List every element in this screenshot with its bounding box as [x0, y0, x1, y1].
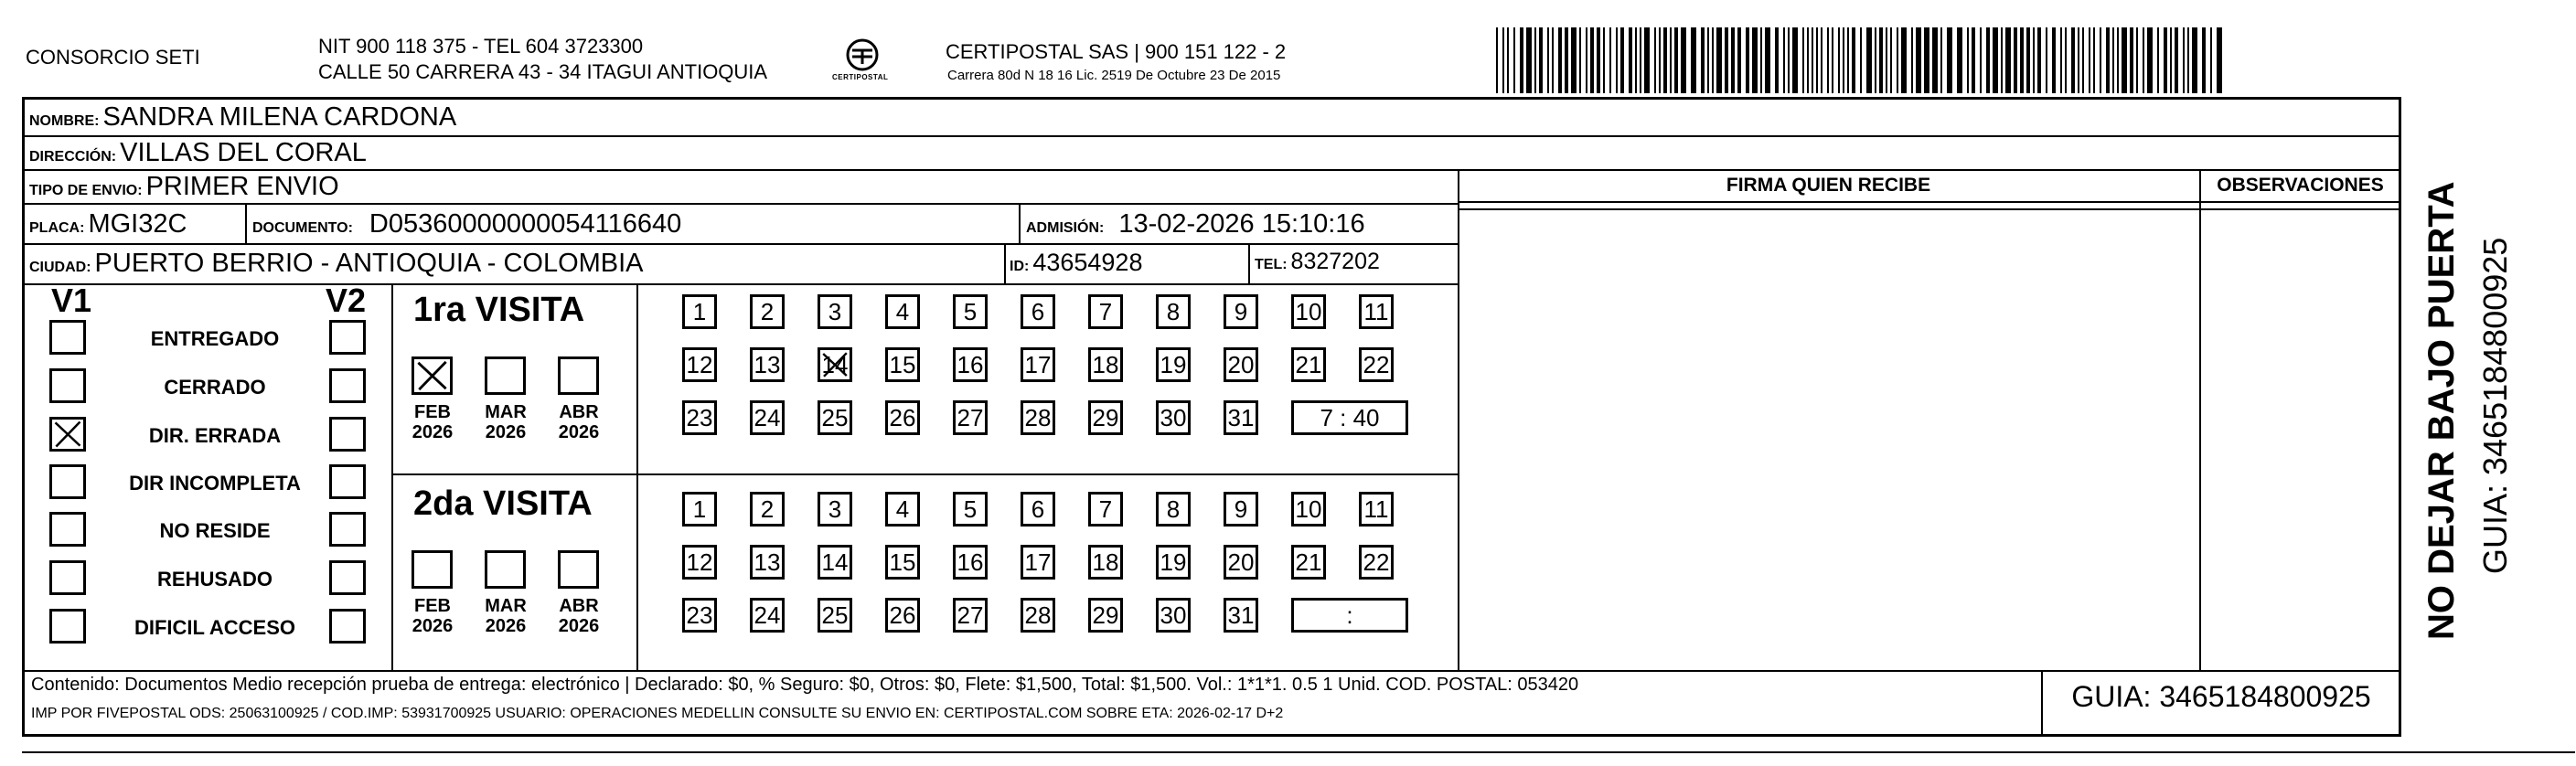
- nombre-value: SANDRA MILENA CARDONA: [102, 102, 457, 132]
- visit1-day-19[interactable]: 19: [1156, 347, 1191, 382]
- visit2-month-year: 2026: [558, 616, 600, 636]
- visit1-month-year: 2026: [485, 422, 527, 442]
- visit1-day-1[interactable]: 1: [682, 294, 717, 329]
- visit2-day-1[interactable]: 1: [682, 492, 717, 527]
- footer-guia: GUIA: 3465184800925: [2071, 680, 2371, 713]
- visit1-day-22[interactable]: 22: [1359, 347, 1394, 382]
- visit1-month-label: [474, 402, 538, 442]
- nombre-label: NOMBRE:: [29, 113, 100, 129]
- visit2-month-checkbox[interactable]: [412, 550, 453, 589]
- visit1-month-label: [547, 402, 611, 442]
- visit1-month-name: ABR: [559, 402, 599, 422]
- v2-checkbox-4[interactable]: [329, 464, 366, 499]
- visit1-day-6[interactable]: 6: [1021, 294, 1055, 329]
- v1-checkbox-2[interactable]: [49, 368, 86, 403]
- id-label: ID:: [1010, 259, 1030, 274]
- visit1-day-24[interactable]: 24: [750, 400, 785, 435]
- direccion-label: DIRECCIÓN:: [29, 149, 117, 165]
- visit1-month-year: 2026: [558, 422, 600, 442]
- direccion-value: VILLAS DEL CORAL: [120, 138, 367, 167]
- status-label: DIFICIL ACCESO: [134, 616, 295, 639]
- visit2-month-year: 2026: [485, 616, 527, 636]
- v1-checkbox-6[interactable]: [49, 560, 86, 595]
- admision-value: 13-02-2026 15:10:16: [1118, 209, 1365, 239]
- visit2-day-21[interactable]: 21: [1291, 545, 1326, 580]
- visit2-month-name: FEB: [414, 596, 451, 616]
- status-label: NO RESIDE: [159, 519, 271, 542]
- visit2-day-4[interactable]: 4: [885, 492, 920, 527]
- certipostal-line: CERTIPOSTAL SAS | 900 151 122 - 2: [946, 40, 1287, 63]
- v1-checkbox-7[interactable]: [49, 609, 86, 644]
- visit1-day-18[interactable]: 18: [1088, 347, 1123, 382]
- visit2-day-6[interactable]: 6: [1021, 492, 1055, 527]
- visit2-time-box[interactable]: :: [1291, 598, 1408, 633]
- visit2-day-19[interactable]: 19: [1156, 545, 1191, 580]
- visit1-day-3[interactable]: 3: [818, 294, 852, 329]
- id-row: [1010, 249, 1142, 277]
- certipostal-license: Carrera 80d N 18 16 Lic. 2519 De Octubre 23 De 2015: [947, 68, 1281, 83]
- visit1-day-8[interactable]: 8: [1156, 294, 1191, 329]
- visit1-day-25[interactable]: 25: [818, 400, 852, 435]
- no-dejar-bajo-puerta: NO DEJAR BAJO PUERTA: [2421, 181, 2462, 640]
- v2-checkbox-1[interactable]: [329, 320, 366, 355]
- v1-label: V1: [51, 282, 92, 319]
- visit1-day-11[interactable]: 11: [1359, 294, 1394, 329]
- v2-label: V2: [326, 282, 367, 319]
- v2-checkbox-7[interactable]: [329, 609, 366, 644]
- visit2-day-17[interactable]: 17: [1021, 545, 1055, 580]
- visit1-day-27[interactable]: 27: [953, 400, 988, 435]
- visit1-day-13[interactable]: 13: [750, 347, 785, 382]
- visit2-day-7[interactable]: 7: [1088, 492, 1123, 527]
- v2-checkbox-6[interactable]: [329, 560, 366, 595]
- v2-checkbox-3[interactable]: [329, 417, 366, 452]
- visit1-day-5[interactable]: 5: [953, 294, 988, 329]
- visit2-day-28[interactable]: 28: [1021, 598, 1055, 633]
- visit2-day-22[interactable]: 22: [1359, 545, 1394, 580]
- placa-row: [29, 209, 187, 239]
- id-value: 43654928: [1032, 249, 1143, 276]
- visit2-day-12[interactable]: 12: [682, 545, 717, 580]
- visit1-day-12[interactable]: 12: [682, 347, 717, 382]
- visit2-day-11[interactable]: 11: [1359, 492, 1394, 527]
- direccion-row: [29, 138, 367, 168]
- v1-checkbox-4[interactable]: [49, 464, 86, 499]
- visit2-day-16[interactable]: 16: [953, 545, 988, 580]
- address-line: CALLE 50 CARRERA 43 - 34 ITAGUI ANTIOQUIA: [318, 60, 768, 83]
- visit2-day-25[interactable]: 25: [818, 598, 852, 633]
- ciudad-row: [29, 249, 644, 279]
- documento-value: D05360000000054116640: [369, 209, 682, 239]
- visit1-day-23[interactable]: 23: [682, 400, 717, 435]
- visit2-day-3[interactable]: 3: [818, 492, 852, 527]
- tipo-row: [29, 172, 339, 202]
- visit2-month-label: [474, 596, 538, 636]
- visit1-month-name: FEB: [414, 402, 451, 422]
- visit2-month-year: 2026: [412, 616, 454, 636]
- footer-imp: IMP POR FIVEPOSTAL ODS: 25063100925 / COD.IMP: 53931700925 USUARIO: OPERACIONES MEDELLIN CONSULTE SU ENVIO EN: CERTIPOSTAL.COM SOBRE ETA: 2026-02-17 D+2: [31, 706, 1284, 721]
- visit2-day-9[interactable]: 9: [1224, 492, 1258, 527]
- firma-header: FIRMA QUIEN RECIBE: [1726, 175, 1931, 196]
- visit2-month-checkbox[interactable]: [485, 550, 526, 589]
- visit1-day-26[interactable]: 26: [885, 400, 920, 435]
- nit-line: NIT 900 118 375 - TEL 604 3723300: [318, 35, 644, 58]
- visit2-day-15[interactable]: 15: [885, 545, 920, 580]
- nombre-row: [29, 102, 456, 133]
- visit2-day-13[interactable]: 13: [750, 545, 785, 580]
- visit2-day-27[interactable]: 27: [953, 598, 988, 633]
- visit1-day-31[interactable]: 31: [1224, 400, 1258, 435]
- visit1-month-checkbox[interactable]: [485, 356, 526, 395]
- observaciones-header: OBSERVACIONES: [2217, 175, 2384, 196]
- visit2-month-name: MAR: [485, 596, 527, 616]
- company-name: CONSORCIO SETI: [26, 46, 200, 69]
- footer-contenido: Contenido: Documentos Medio recepción prueba de entrega: electrónico | Declarado: $0, % Seguro: $0, Otros: $0, Flete: $1,500, Total: $1,500. Vol.: 1*1*1. 0.5 1 Unid. COD. POSTAL: 053420: [31, 675, 1579, 695]
- status-label: ENTREGADO: [150, 327, 280, 350]
- visit1-month-label: [401, 402, 465, 442]
- visit1-day-9[interactable]: 9: [1224, 294, 1258, 329]
- admision-label: ADMISIÓN:: [1026, 220, 1105, 236]
- placa-value: MGI32C: [88, 209, 187, 239]
- visit2-day-10[interactable]: 10: [1291, 492, 1326, 527]
- tipo-value: PRIMER ENVIO: [145, 172, 339, 201]
- visit2-day-14[interactable]: 14: [818, 545, 852, 580]
- visit1-day-16[interactable]: 16: [953, 347, 988, 382]
- visit2-month-checkbox[interactable]: [558, 550, 599, 589]
- tipo-label: TIPO DE ENVIO:: [29, 183, 143, 198]
- visit2-day-29[interactable]: 29: [1088, 598, 1123, 633]
- visit1-month-checkbox[interactable]: [558, 356, 599, 395]
- status-label: CERRADO: [164, 376, 266, 399]
- visit2-month-label: [547, 596, 611, 636]
- visit2-day-2[interactable]: 2: [750, 492, 785, 527]
- visit1-day-7[interactable]: 7: [1088, 294, 1123, 329]
- visit1-day-17[interactable]: 17: [1021, 347, 1055, 382]
- documento-row: [252, 209, 681, 239]
- visit2-day-24[interactable]: 24: [750, 598, 785, 633]
- visit1-day-29[interactable]: 29: [1088, 400, 1123, 435]
- logo-text: CERTIPOSTAL: [832, 73, 889, 81]
- tel-label: TEL:: [1255, 257, 1288, 272]
- barcode: [1496, 27, 2228, 93]
- visit1-month-name: MAR: [485, 402, 527, 422]
- visit1-day-30[interactable]: 30: [1156, 400, 1191, 435]
- visit2-day-5[interactable]: 5: [953, 492, 988, 527]
- ciudad-label: CIUDAD:: [29, 260, 91, 275]
- visit1-title: 1ra VISITA: [413, 291, 585, 329]
- placa-label: PLACA:: [29, 220, 85, 236]
- visit1-day-21[interactable]: 21: [1291, 347, 1326, 382]
- visit1-month-checkbox[interactable]: [412, 356, 453, 395]
- v1-checkbox-5[interactable]: [49, 512, 86, 547]
- tel-value: 8327202: [1290, 249, 1380, 274]
- visit2-day-31[interactable]: 31: [1224, 598, 1258, 633]
- visit1-day-28[interactable]: 28: [1021, 400, 1055, 435]
- visit1-day-15[interactable]: 15: [885, 347, 920, 382]
- visit2-title: 2da VISITA: [413, 484, 593, 523]
- visit2-day-20[interactable]: 20: [1224, 545, 1258, 580]
- visit2-day-26[interactable]: 26: [885, 598, 920, 633]
- v1-checkbox-1[interactable]: [49, 320, 86, 355]
- visit2-day-30[interactable]: 30: [1156, 598, 1191, 633]
- visit1-day-14[interactable]: [818, 347, 852, 382]
- side-guia: GUIA: 3465184800925: [2476, 237, 2514, 574]
- visit1-month-year: 2026: [412, 422, 454, 442]
- certipostal-logo: [830, 37, 894, 88]
- v2-checkbox-5[interactable]: [329, 512, 366, 547]
- ciudad-value: PUERTO BERRIO - ANTIOQUIA - COLOMBIA: [94, 249, 644, 278]
- status-label: REHUSADO: [157, 568, 273, 590]
- status-label: DIR INCOMPLETA: [129, 472, 301, 495]
- visit1-day-10[interactable]: 10: [1291, 294, 1326, 329]
- visit1-day-number: 14: [821, 351, 849, 378]
- visit1-day-4[interactable]: 4: [885, 294, 920, 329]
- visit2-day-8[interactable]: 8: [1156, 492, 1191, 527]
- documento-label: DOCUMENTO:: [252, 220, 353, 236]
- visit2-month-name: ABR: [559, 596, 599, 616]
- visit1-day-20[interactable]: 20: [1224, 347, 1258, 382]
- v2-checkbox-2[interactable]: [329, 368, 366, 403]
- visit1-day-2[interactable]: 2: [750, 294, 785, 329]
- v1-checkbox-3[interactable]: [49, 417, 86, 452]
- visit2-day-23[interactable]: 23: [682, 598, 717, 633]
- visit2-day-18[interactable]: 18: [1088, 545, 1123, 580]
- admision-row: [1026, 209, 1365, 239]
- status-label: DIR. ERRADA: [148, 424, 282, 447]
- visit1-time-box[interactable]: 7 : 40: [1291, 400, 1408, 435]
- tel-row: [1255, 249, 1380, 275]
- visit2-month-label: [401, 596, 465, 636]
